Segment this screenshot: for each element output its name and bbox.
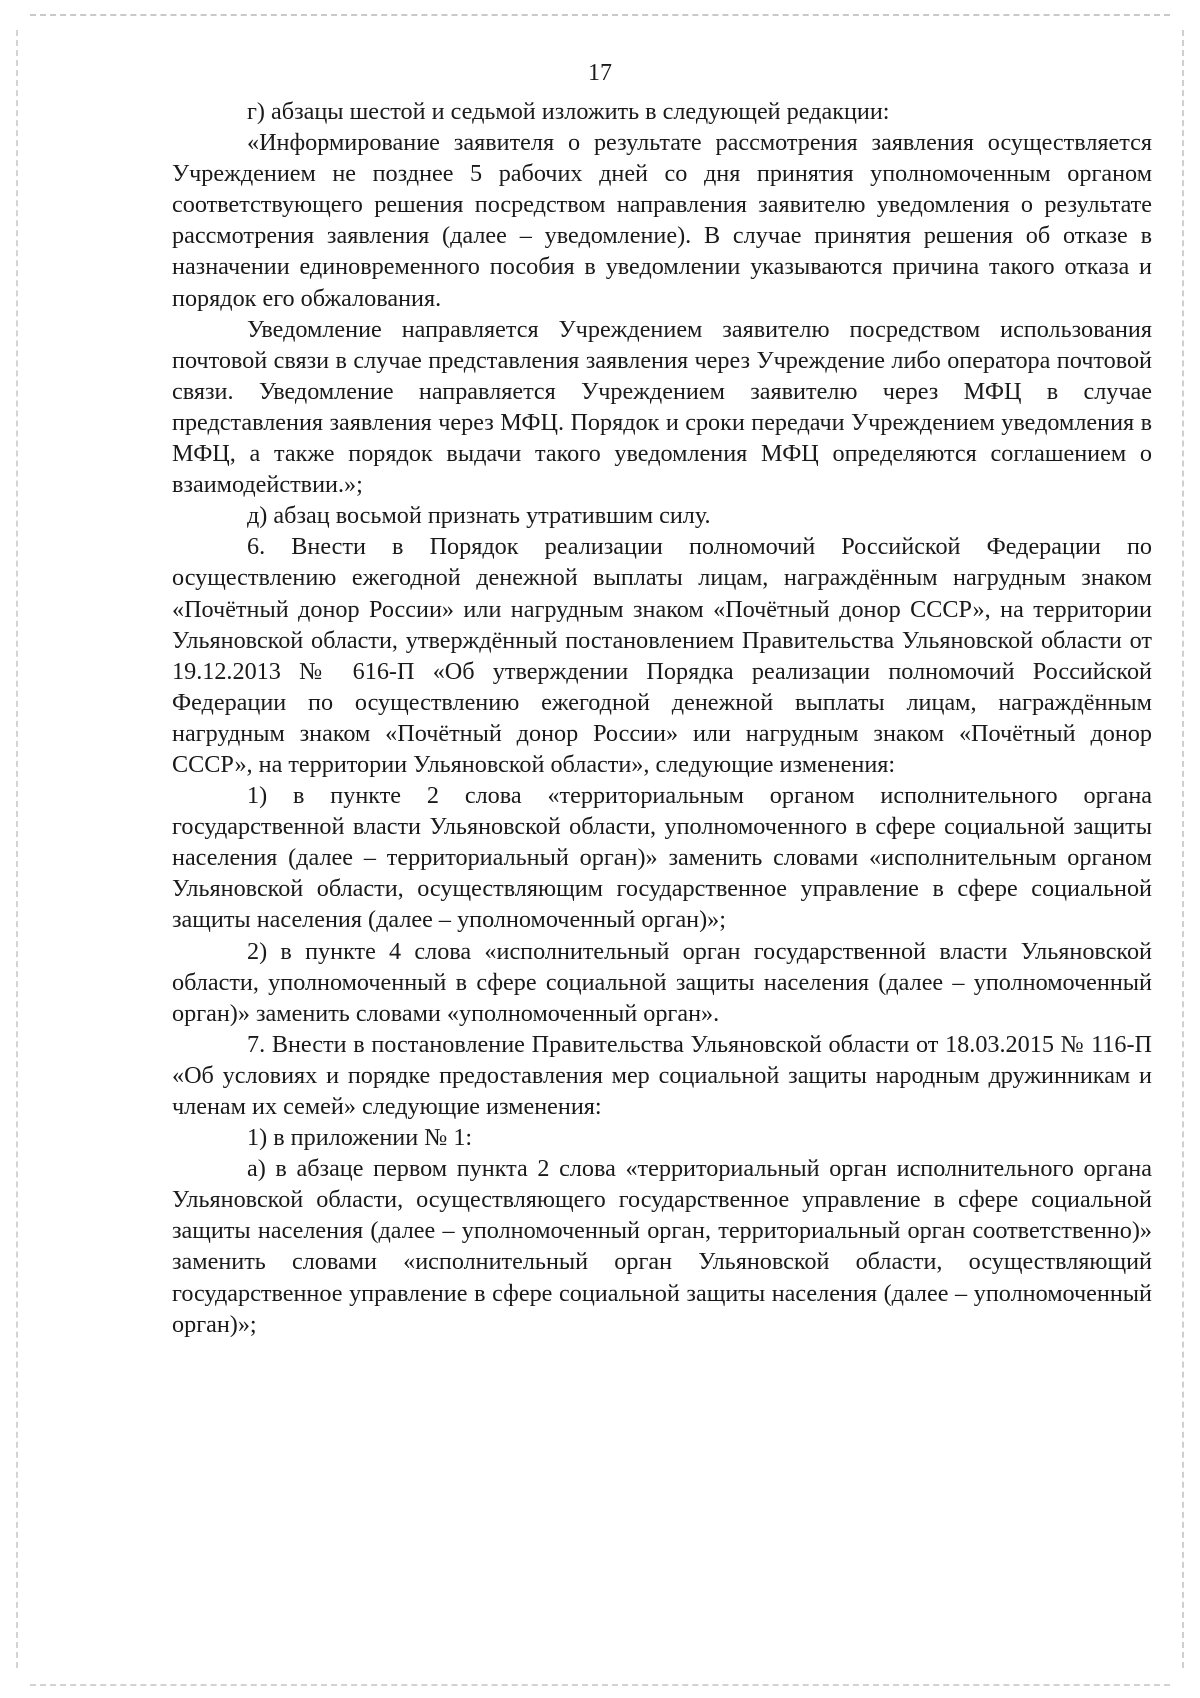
paragraph-g-item: г) абзацы шестой и седьмой изложить в следующей редакции: — [247, 98, 890, 125]
page-number: 17 — [588, 60, 612, 86]
paragraph-section-6: 6. Внести в Порядок реализации полномочий Российской Федерации по осуществлению ежегодной денежной выплаты лицам, награждённым нагрудным знаком «Почётный донор России» или нагрудным знаком «Почётный донор СССР», на территории Ульяновской области, утверждённый постановлением Правительства Ульяновской области от 19.12.2013 № 616-П «Об утверждении Порядка реализации полномочий Российской Федерации по осуществлению ежегодной денежной выплаты лицам, награждённым нагрудным знаком «Почётный донор России» или нагрудным знаком «Почётный донор СССР», на территории Ульяновской области», следующие изменения: — [172, 533, 1152, 778]
paragraph-section-7: 7. Внести в постановление Правительства Ульяновской области от 18.03.2015 № 116-П «Об условиях и порядке предоставления мер социальной защиты народным дружинникам и членам их семей» следующие изменения: — [172, 1030, 1152, 1120]
paragraph-section-6-item-2: 2) в пункте 4 слова «исполнительный орган государственной власти Ульяновской области, уполномоченный в сфере социальной защиты населения (далее – уполномоченный орган)» заменить словами «уполномоченный орган». — [172, 937, 1152, 1027]
document-body — [172, 96, 1152, 1340]
scan-edge-left — [16, 30, 18, 1668]
scan-edge-right — [1182, 30, 1184, 1668]
paragraph-section-7-item-1: 1) в приложении № 1: — [247, 1124, 473, 1152]
paragraph-section-6-item-1: 1) в пункте 2 слова «территориальным органом исполнительного органа государственной власти Ульяновской области, уполномоченного в сфере социальной защиты населения (далее – территориальный орган)» заменить словами «исполнительным органом Ульяновской области, осуществляющим государственное управление в сфере социальной защиты населения (далее – уполномоченный орган)»; — [172, 782, 1152, 934]
paragraph-d-item: д) абзац восьмой признать утратившим силу. — [247, 502, 711, 530]
scan-edge-bottom — [30, 1684, 1170, 1686]
paragraph-section-7-item-a: а) в абзаце первом пункта 2 слова «территориальный орган исполнительного органа Ульяновской области, осуществляющего государственное управление в сфере социальной защиты населения (далее – уполномоченный орган, территориальный орган соответственно)» заменить словами «исполнительный орган Ульяновской области, осуществляющий государственное управление в сфере социальной защиты населения (далее – уполномоченный орган)»; — [172, 1155, 1152, 1338]
scan-edge-top — [30, 14, 1170, 16]
paragraph-informing: «Информирование заявителя о результате рассмотрения заявления осуществляется Учреждением не позднее 5 рабочих дней со дня принятия уполномоченным органом соответствующего решения посредством направления заявителю уведомления о результате рассмотрения заявления (далее – уведомление). В случае принятия решения об отказе в назначении единовременного пособия в уведомлении указываются причина такого отказа и порядок его обжалования. — [172, 129, 1152, 312]
paragraph-notification: Уведомление направляется Учреждением заявителю посредством использования почтовой связи в случае представления заявления через Учреждение либо оператора почтовой связи. Уведомление направляется Учреждением заявителю через МФЦ в случае представления заявления через МФЦ. Порядок и сроки передачи Учреждением уведомления в МФЦ, а также порядок выдачи такого уведомления МФЦ определяются соглашением о взаимодействии.»; — [172, 315, 1152, 499]
